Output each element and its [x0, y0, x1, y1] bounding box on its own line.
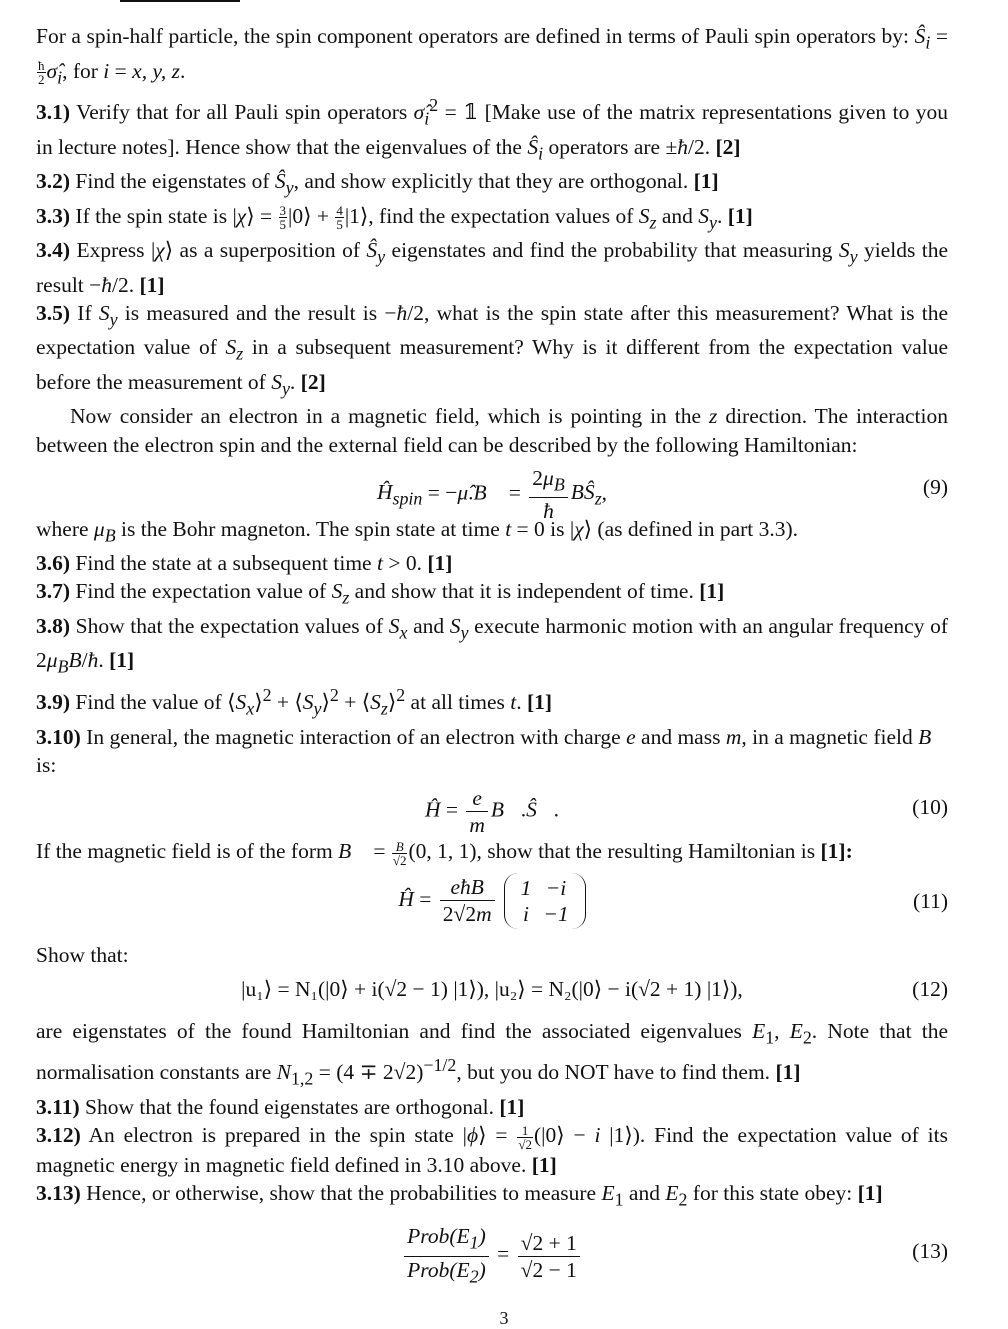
question-3-1: 3.1) Verify that for all Pauli spin operators $\sigmâ_i^2$ = 𝟙 [Make use of the matrix representations given to you in lecture notes]. Hence show that the eigenvalues of the $Ŝ_i$ operators are ±ħ/2. [2] — [36, 95, 948, 163]
question-3-12: 3.12) An electron is prepared in the spin state |ϕ⟩ = $\frac{1}{√2}$ (|0⟩ − i |1⟩). Find the expectation value of its magnetic energy in magnetic field defined in 3.10 above. [1] — [36, 1122, 949, 1177]
intro-paragraph: For a spin-half particle, the spin component operators are defined in terms of Pauli spin operators by: $Ŝ_i$ = $\frac{ħ}{2}$ $\sigmâ_i$, for i = x, y, z. — [36, 24, 948, 88]
equation-9: $Ĥ_{spin}$ = −μ̂.B⃗ = $\frac{2\mu_B}{ħ}$ $BŜ_z$, (9) — [376, 465, 948, 524]
field-paragraph: Now consider an electron in a magnetic field, which is pointing in the z direction. The interaction between the electron spin and the external field can be described by the following Hamiltonian: — [36, 404, 948, 457]
show-that-label: Show that: — [36, 942, 129, 967]
page-number: 3 — [499, 1308, 509, 1328]
eigen-paragraph: are eigenstates of the found Hamiltonian and find the associated eigenvalues $E_1$, $E_2$. Note that the normalisation constants are $N_{1,2} = (4 \mp 2√2)^{-1/2}$, but you do NOT have to find them. [1] — [36, 1018, 948, 1089]
document-body — [36, 22, 948, 1285]
question-3-6: 3.6) Find the state at a subsequent time t > 0. [1] — [36, 551, 453, 576]
field-form-paragraph: If the magnetic field is of the form B⃗ = $\frac{B}{√2}$ (0, 1, 1), show that the resulting Hamiltonian is [1]: — [36, 838, 853, 868]
question-3-7: 3.7) Find the expectation value of $S_z$ and show that it is independent of time. [1] — [36, 579, 725, 608]
equation-10: Ĥ = $\frac{e}{m}$ B⃗.Ŝ⃗. (10) — [424, 786, 948, 838]
question-3-3: 3.3) If the spin state is |χ⟩ = $\frac{3}{5}$ |0⟩ + $\frac{4}{5}$ |1⟩, find the expectation values of $S_z$ and $S_y$. [1] — [36, 203, 753, 233]
question-3-8: 3.8) Show that the expectation values of $S_x$ and $S_y$ execute harmonic motion with an angular frequency of $2\mu_BB/ħ$. [1] — [36, 613, 948, 677]
question-3-5: 3.5) If $S_y$ is measured and the result is −ħ/2, what is the spin state after this measurement? What is the expectation value of $S_z$ in a subsequent measurement? Why is it different from the expectation value before the measurement of $S_y$. [2] — [36, 300, 949, 399]
question-3-10: 3.10) In general, the magnetic interaction of an electron with charge e and mass m, in a magnetic field B⃗ is: — [36, 724, 949, 777]
bohr-paragraph: where $\mu_B$ is the Bohr magneton. The spin state at time t = 0 is |χ⟩ (as defined in part 3.3). — [36, 516, 799, 546]
question-3-9: 3.9) Find the value of $⟨S_x⟩^2$ + $⟨S_y⟩^2$ + $⟨S_z⟩^2$ at all times t. [1] — [36, 684, 553, 719]
question-3-2: 3.2) Find the eigenstates of $Ŝ_y$, and show explicitly that they are orthogonal. [1] — [36, 169, 719, 198]
equation-13: $\frac{Prob(E_1)}{Prob(E_2)}$ = $\frac{√2 + 1}{√2 - 1}$ (13) — [36, 1213, 948, 1285]
question-3-11: 3.11) Show that the found eigenstates are orthogonal. [1] — [36, 1094, 525, 1119]
hamiltonian-matrix: 1 −i i −1 — [504, 873, 586, 929]
equation-11: Ĥ = $\frac{\text{eħB}}{2√2m}$ 1 −i i −1 (11) — [36, 867, 948, 937]
top-rule — [120, 0, 240, 6]
question-3-4: 3.4) Express |χ⟩ as a superposition of $Ŝ_y$ eigenstates and find the probability that measuring $S_y$ yields the result −ħ/2. [1] — [36, 238, 948, 297]
equation-12: |u₁⟩ = N₁(|0⟩ + i(√2 − 1) |1⟩), |u₂⟩ = N₂(|0⟩ − i(√2 + 1) |1⟩), (12) — [241, 976, 948, 1001]
question-3-13: 3.13) Hence, or otherwise, show that the probabilities to measure $E_1$ and $E_2$ for this state obey: [1] — [36, 1180, 883, 1210]
